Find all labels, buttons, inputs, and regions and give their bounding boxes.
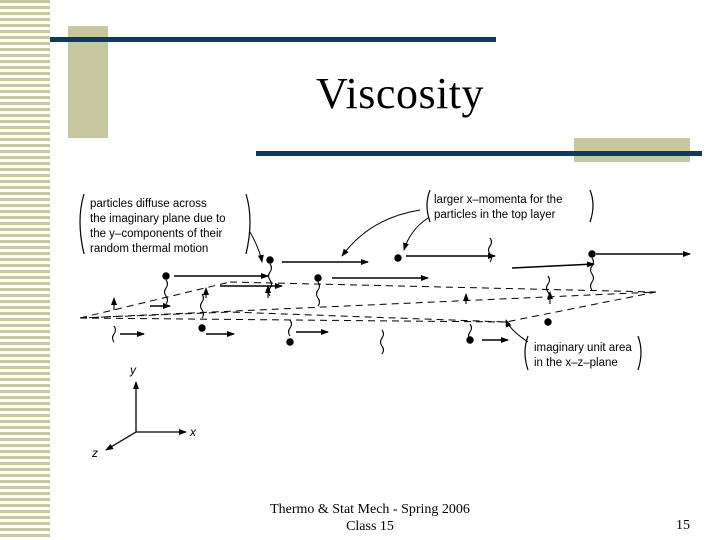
callout-area-line: imaginary unit area xyxy=(534,342,632,354)
slide-title: Viscosity xyxy=(315,69,485,118)
callout-diffuse-line: the y–components of their xyxy=(90,228,223,240)
coordinate-axes xyxy=(106,382,186,450)
axis-label-y: y xyxy=(130,363,136,377)
callout-momenta-line: larger x–momenta for the xyxy=(434,194,563,206)
imaginary-plane-edge xyxy=(80,282,230,318)
viscosity-diagram xyxy=(70,180,700,480)
callout-diffuse-line: random thermal motion xyxy=(90,243,209,255)
title-rule-bottom xyxy=(256,151,702,156)
callout-diffuse-line: particles diffuse across xyxy=(90,198,207,210)
axis-label-x: x xyxy=(190,425,196,439)
bottom-layer-particles xyxy=(120,306,551,345)
top-layer-particles xyxy=(163,251,690,286)
pointer-area xyxy=(506,320,528,342)
callout-diffuse xyxy=(80,194,250,255)
footer-course: Thermo & Stat Mech - Spring 2006 xyxy=(270,502,470,517)
pointer-momenta-1 xyxy=(342,210,420,256)
footer-class: Class 15 xyxy=(346,519,394,534)
decorative-stripes xyxy=(0,0,50,540)
page-number: 15 xyxy=(676,518,690,533)
callout-momenta xyxy=(427,190,593,222)
decorative-block-right xyxy=(574,138,690,162)
imaginary-plane-edge xyxy=(230,282,656,292)
callout-area xyxy=(525,336,641,370)
diffusion-paths xyxy=(113,238,594,354)
callout-momenta-line: particles in the top layer xyxy=(434,209,556,221)
pointer-momenta-2 xyxy=(404,218,428,250)
callout-diffuse-line: the imaginary plane due to xyxy=(90,213,226,225)
pointer-diffuse xyxy=(250,232,262,262)
title-rule-top xyxy=(50,37,496,42)
slide-footer xyxy=(240,501,500,535)
axis-label-z: z xyxy=(92,446,98,460)
callout-area-line: in the x–z–plane xyxy=(534,357,618,369)
decorative-block-top xyxy=(68,26,108,138)
